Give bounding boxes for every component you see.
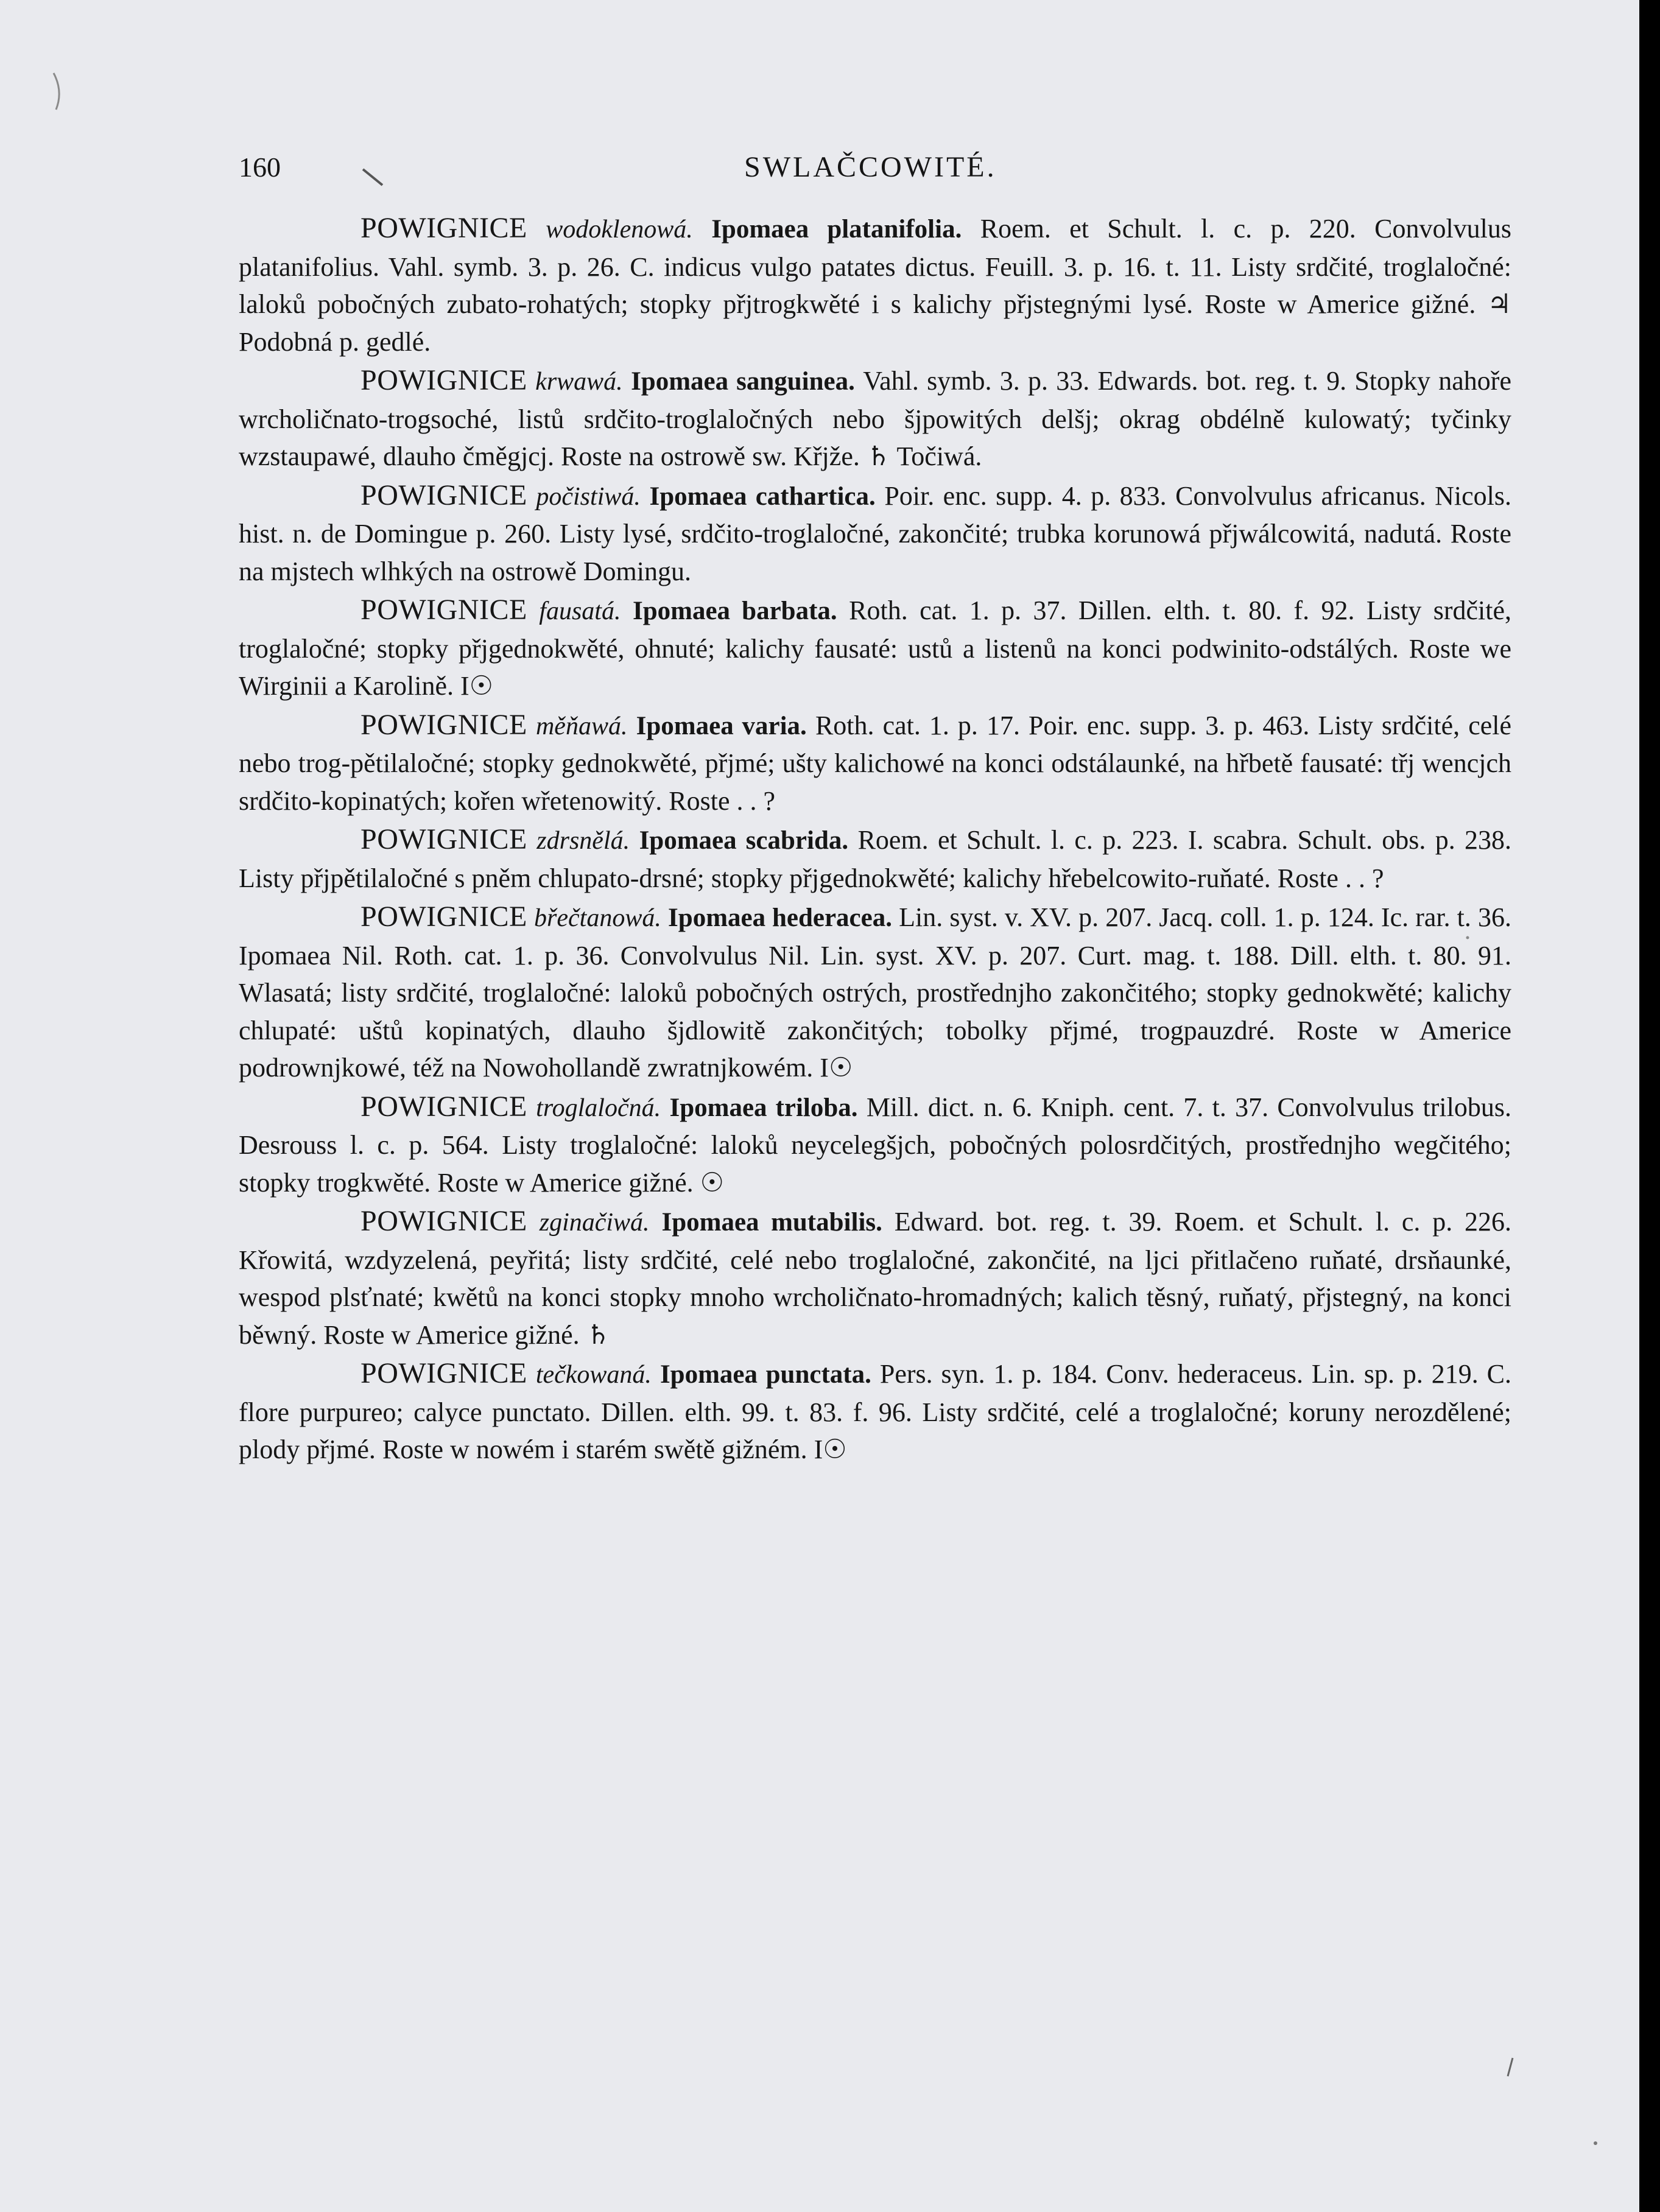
entry-triloba bbox=[239, 1089, 1511, 1202]
latin-name: Ipomaea triloba. bbox=[669, 1093, 858, 1122]
czech-epithet: počistiwá. bbox=[536, 482, 641, 511]
margin-smudge bbox=[54, 73, 59, 110]
scan-edge bbox=[1639, 0, 1660, 2212]
entry-hederacea bbox=[239, 899, 1511, 1087]
entry-description: Poir. enc. supp. 4. p. 833. Convolvulus africanus. Nicols. hist. n. de Domingue p. 260. Listy lysé, srdčito-troglaločné, zakončité; trubka korunowá přjwálcowitá, nadutá. Roste na mjstech wlhkých na ostrowě Domingu. bbox=[239, 480, 1512, 586]
latin-name: Ipomaea mutabilis. bbox=[661, 1208, 882, 1237]
latin-name: Ipomaea scabrida. bbox=[639, 826, 849, 855]
czech-epithet: zginačiwá. bbox=[539, 1209, 650, 1237]
entry-description: Edward. bot. reg. t. 39. Roem. et Schult. l. c. p. 226. Křowitá, wzdyzelená, peyřitá; listy srdčité, celé nebo troglaločné, zakončité, na ljci přitlačeno ruňaté, drsňaunké, wespod plsťnaté; kwětů na konci stopky mnoho wrcholičnato-hromadných; kalich těsný, ruňatý, přjstegný, na konci běwný. Roste w Americe gižné. ♄ bbox=[239, 1207, 1512, 1350]
genus-name: POWIGNICE bbox=[360, 823, 527, 855]
entry-description: Roth. cat. 1. p. 37. Dillen. elth. t. 80. f. 92. Listy srdčité, troglaločné; stopky přjgednokwěté, ohnuté; kalichy fausaté: ustů a listenů na konci podwinito-odstálých. Roste we Wirginii a Karolině. I☉ bbox=[239, 595, 1512, 701]
running-head bbox=[239, 149, 1518, 198]
entry-description: Vahl. symb. 3. p. 33. Edwards. bot. reg. t. 9. Stopky nahoře wrcholičnato-trogsoché, listů srdčito-troglaločných nebo šjpowitých delšj; okrag obdélně kulowatý; tyčinky wzstaupawé, dlauho čměgjcj. Roste na ostrowě sw. Křjže. ♄ Točiwá. bbox=[239, 366, 1511, 471]
entry-varia bbox=[239, 707, 1511, 820]
czech-epithet: zdrsnělá. bbox=[536, 827, 630, 855]
czech-epithet: tečkowaná. bbox=[535, 1361, 652, 1389]
entry-description: Lin. syst. v. XV. p. 207. Jacq. coll. 1. p. 124. Ic. rar. t. 36. Ipomaea Nil. Roth. cat. 1. p. 36. Convolvulus Nil. Lin. syst. XV. p. 207. Curt. mag. t. 188. Dill. elth. t. 80. 91. Wlasatá; listy srdčité, troglaločné: laloků pobočných ostrých, prostřednjho zakončitého; stopky gednokwěté; kalichy chlupaté: uštů kopinatých, dlauho šjdlowitě zakončitých; tobolky přjmé, trogpauzdré. Roste w Americe podrownjkowé, též na Nowohollandě zwratnjkowém. I☉ bbox=[239, 902, 1512, 1083]
latin-name: Ipomaea sanguinea. bbox=[631, 367, 855, 396]
stray-mark bbox=[1508, 2058, 1513, 2076]
entry-platanifolia bbox=[239, 210, 1511, 360]
genus-name: POWIGNICE bbox=[360, 594, 527, 626]
genus-name: POWIGNICE bbox=[360, 708, 527, 741]
latin-name: Ipomaea hederacea. bbox=[668, 904, 892, 932]
czech-epithet: krwawá. bbox=[535, 368, 623, 396]
genus-name: POWIGNICE bbox=[360, 364, 527, 396]
entry-description: Roem. et Schult. l. c. p. 223. I. scabra. Schult. obs. p. 238. Listy přjpětilaločné s pněm chlupato-drsné; stopky přjgednokwěté; kalichy hřebelcowito-ruňaté. Roste . . ? bbox=[239, 825, 1512, 893]
czech-epithet: troglaločná. bbox=[536, 1094, 661, 1122]
entry-mutabilis bbox=[239, 1203, 1511, 1354]
genus-name: POWIGNICE bbox=[360, 212, 527, 244]
latin-name: Ipomaea varia. bbox=[636, 711, 807, 740]
latin-name: Ipomaea barbata. bbox=[632, 597, 837, 625]
running-title: SWLAČCOWITÉ. bbox=[744, 151, 997, 183]
czech-epithet: wodoklenowá. bbox=[546, 216, 693, 244]
genus-name: POWIGNICE bbox=[360, 1357, 527, 1389]
czech-epithet: fausatá. bbox=[539, 597, 621, 625]
genus-name: POWIGNICE bbox=[360, 1205, 527, 1237]
genus-name: POWIGNICE bbox=[360, 901, 527, 933]
entry-description: Roth. cat. 1. p. 17. Poir. enc. supp. 3. p. 463. Listy srdčité, celé nebo trog-pětilaločné; stopky gednokwěté, přjmé; ušty kalichowé na konci odstálaunké, na hřbetě fausaté: třj wencjch srdčito-kopinatých; kořen wřetenowitý. Roste . . ? bbox=[239, 710, 1512, 816]
czech-epithet: měňawá. bbox=[535, 712, 628, 740]
entry-scabrida bbox=[239, 821, 1511, 897]
latin-name: Ipomaea punctata. bbox=[659, 1360, 871, 1389]
latin-name: Ipomaea platanifolia. bbox=[711, 215, 962, 244]
body-text bbox=[239, 210, 1511, 1470]
czech-epithet: břečtanowá. bbox=[534, 904, 661, 932]
entry-barbata bbox=[239, 592, 1511, 705]
page-number: 160 bbox=[239, 152, 281, 183]
genus-name: POWIGNICE bbox=[360, 479, 527, 511]
latin-name: Ipomaea cathartica. bbox=[649, 482, 876, 511]
entry-description: Roem. et Schult. l. c. p. 220. Convolvulus platanifolius. Vahl. symb. 3. p. 26. C. indicus vulgo patates dictus. Feuill. 3. p. 16. t. 11. Listy srdčité, troglaločné: laloků pobočných zubato-rohatých; stopky přjtrogkwěté i s kalichy přjstegnými lysé. Roste w Americe gižné. ♃ Podobná p. gedlé. bbox=[239, 214, 1512, 357]
entry-cathartica bbox=[239, 477, 1511, 591]
entry-punctata bbox=[239, 1355, 1511, 1469]
dust-speck bbox=[1594, 2141, 1597, 2145]
entry-sanguinea bbox=[239, 362, 1511, 476]
entry-description: Pers. syn. 1. p. 184. Conv. hederaceus. Lin. sp. p. 219. C. flore purpureo; calyce punctato. Dillen. elth. 99. t. 83. f. 96. Listy srdčité, celé a troglaločné; koruny nerozdělené; plody přjmé. Roste w nowém i starém swětě gižném. I☉ bbox=[239, 1359, 1512, 1464]
genus-name: POWIGNICE bbox=[360, 1090, 527, 1123]
entry-description: Mill. dict. n. 6. Kniph. cent. 7. t. 37. Convolvulus trilobus. Desrouss l. c. p. 564. Listy troglaločné: laloků neycelegšjch, pobočných polosrdčitých, prostřednjho wegčitého; stopky trogkwěté. Roste w Americe gižné. ☉ bbox=[239, 1092, 1511, 1198]
